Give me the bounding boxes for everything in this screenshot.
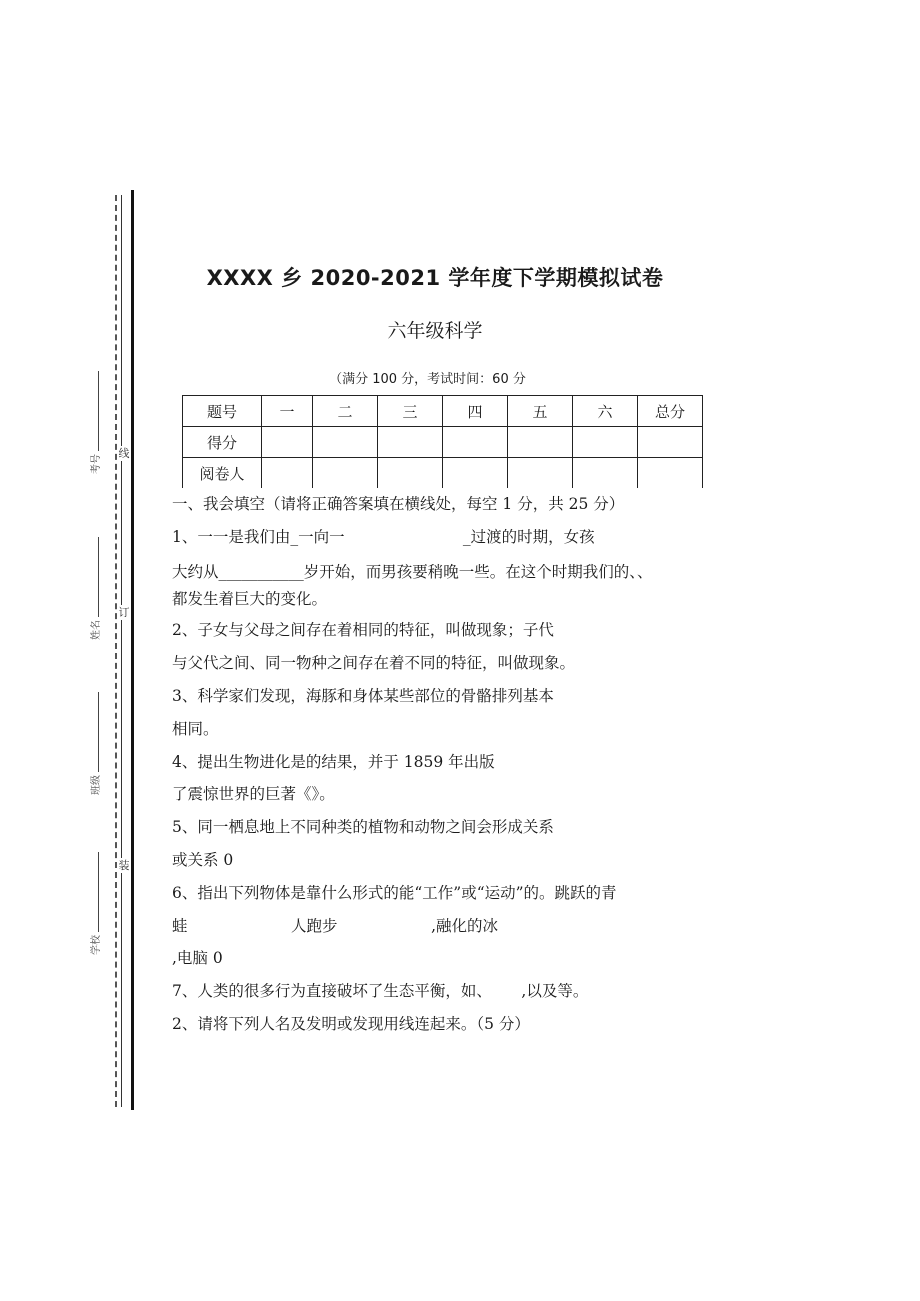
question-3-line-1: 3、科学家们发现，海豚和身体某些部位的骨骼排列基本 — [172, 686, 554, 705]
grader-row — [183, 458, 703, 489]
exam-title: XXXX 乡 2020-2021 学年度下学期模拟试卷 — [206, 266, 664, 290]
name-field[interactable] — [87, 537, 102, 640]
row-label-grader: 阅卷人 — [183, 458, 262, 489]
score-cell[interactable] — [313, 427, 378, 458]
score-row — [183, 427, 703, 458]
grader-cell[interactable] — [443, 458, 508, 489]
exam-subtitle: 六年级科学 — [387, 320, 483, 342]
grader-cell[interactable] — [378, 458, 443, 489]
question-1-line-2: 大约从___________岁开始，而男孩要稍晚一些。在这个时期我们的、、 — [172, 562, 653, 581]
score-cell[interactable] — [443, 427, 508, 458]
table-header-cell: 五 — [508, 396, 573, 427]
question-5-line-2: 或关系 0 — [172, 850, 234, 869]
table-header-cell: 四 — [443, 396, 508, 427]
table-header-cell: 三 — [378, 396, 443, 427]
school-label: 学校 — [91, 935, 102, 955]
score-cell[interactable] — [508, 427, 573, 458]
exam-number-label: 考号 — [91, 454, 102, 474]
row-label-score: 得分 — [183, 427, 262, 458]
binding-mark-order: 订 — [118, 606, 130, 619]
question-2-line-2: 与父代之间、同一物种之间存在着不同的特征，叫做现象。 — [172, 654, 576, 673]
name-label: 姓名 — [91, 620, 102, 640]
score-cell[interactable] — [573, 427, 638, 458]
score-table-header-row — [183, 396, 703, 427]
question-6-line-1: 6、指出下列物体是靠什么形式的能“工作”或“运动”的。跳跃的青 — [172, 883, 617, 902]
section-2-heading: 2、请将下列人名及发明或发现用线连起来。（5 分） — [172, 1014, 530, 1033]
table-header-cell: 六 — [573, 396, 638, 427]
question-7: 7、人类的很多行为直接破坏了生态平衡，如、 ,以及等。 — [172, 982, 589, 1001]
table-header-cell: 一 — [262, 396, 313, 427]
question-6-line-2: 蛙 人跑步 ,融化的冰 — [172, 916, 499, 935]
school-field[interactable] — [87, 852, 102, 955]
question-3-line-2: 相同。 — [172, 719, 219, 738]
table-header-cell: 题号 — [183, 396, 262, 427]
grader-cell[interactable] — [262, 458, 313, 489]
binding-mark-line: 线 — [118, 447, 130, 460]
score-table — [182, 395, 703, 488]
grader-cell[interactable] — [313, 458, 378, 489]
class-field[interactable] — [87, 692, 102, 795]
class-label: 班级 — [91, 775, 102, 795]
question-4-line-2: 了震惊世界的巨著《》。 — [172, 785, 335, 804]
question-content — [172, 488, 732, 1041]
grader-cell[interactable] — [638, 458, 703, 489]
binding-mark-bind: 装 — [118, 859, 130, 872]
question-1-line-3: 都发生着巨大的变化。 — [172, 590, 328, 609]
grader-cell[interactable] — [573, 458, 638, 489]
question-6-line-3: ,电脑 0 — [172, 949, 223, 968]
score-cell[interactable] — [378, 427, 443, 458]
score-cell[interactable] — [638, 427, 703, 458]
exam-info: （满分 100 分，考试时间：60 分 — [329, 372, 526, 387]
question-2-line-1: 2、子女与父母之间存在着相同的特征，叫做现象；子代 — [172, 621, 554, 640]
question-5-line-1: 5、同一栖息地上不同种类的植物和动物之间会形成关系 — [172, 818, 554, 837]
table-header-cell: 总分 — [638, 396, 703, 427]
table-header-cell: 二 — [313, 396, 378, 427]
grader-cell[interactable] — [508, 458, 573, 489]
score-cell[interactable] — [262, 427, 313, 458]
question-1-line-1: 1、一一是我们由_一向一 _过渡的时期，女孩 — [172, 527, 595, 546]
question-4-line-1: 4、提出生物进化是的结果，并于 1859 年出版 — [172, 752, 495, 771]
section-1-heading: 一、我会填空（请将正确答案填在横线处，每空 1 分，共 25 分） — [172, 495, 625, 513]
